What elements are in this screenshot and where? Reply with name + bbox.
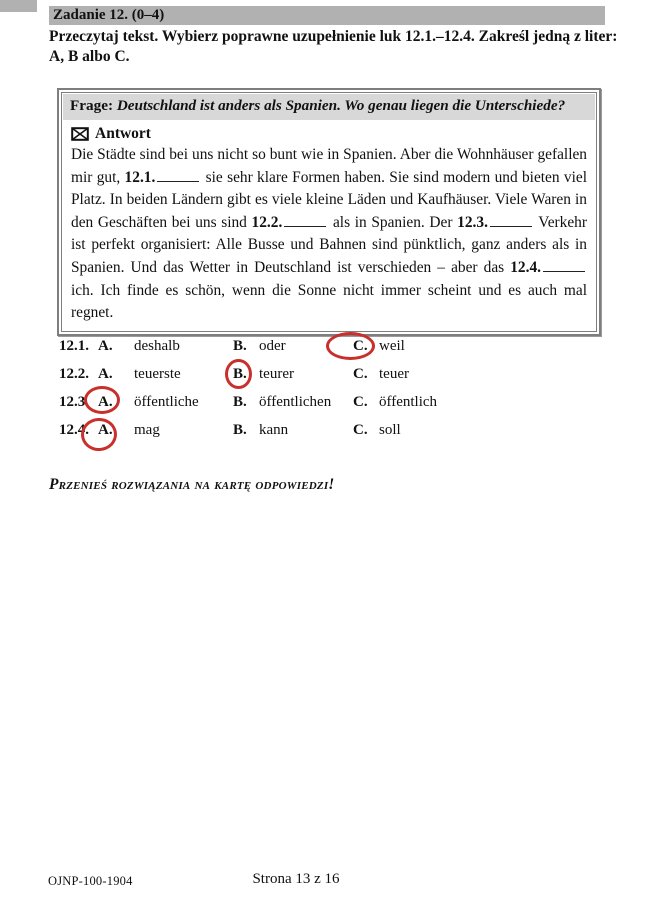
frage-box xyxy=(57,88,601,336)
choice-text: öffentlich xyxy=(379,393,438,410)
choice-text: teurer xyxy=(259,365,294,382)
option-row-number: 12.3. xyxy=(59,393,89,410)
frage-body xyxy=(62,121,596,331)
circled-answer-letter: C. xyxy=(353,337,368,354)
footer-page-number: Strona 13 z 16 xyxy=(252,871,340,887)
paragraph-text: als in Spanien. Der xyxy=(328,213,458,231)
choice-text: öffentliche xyxy=(134,393,199,410)
choice-text: teuerste xyxy=(134,365,181,382)
choice-text: öffentlichen xyxy=(259,393,332,410)
gap-blank xyxy=(543,258,585,272)
choice-letter-cell xyxy=(98,338,134,355)
antwort-line xyxy=(71,125,587,143)
choice-letter-cell xyxy=(353,394,379,411)
paragraph-text: Verkehr ist perfekt organisiert: Alle Busse und Bahnen sind pünktlich, ganz anders als in Spanien. Und das Wetter in Deutschland ist verschieden – aber das xyxy=(71,213,588,276)
gap-number: 12.4. xyxy=(510,258,541,276)
gap-number: 12.3. xyxy=(457,213,488,231)
answer-paragraph xyxy=(71,144,587,325)
choice-letter-cell xyxy=(98,394,134,411)
choice-letter: C. xyxy=(353,421,368,438)
option-row xyxy=(59,332,474,360)
choice-text: kann xyxy=(259,421,289,438)
choice-letter: B. xyxy=(233,421,247,438)
circled-answer-letter: A. xyxy=(98,393,113,410)
gap-blank xyxy=(490,213,532,227)
paragraph-text: ich. Ich finde es schön, wenn die Sonne nicht immer scheint und es auch mal regnet. xyxy=(71,281,587,322)
choice-letter-cell xyxy=(353,366,379,383)
choice-letter-cell xyxy=(98,366,134,383)
page-edge-strip xyxy=(0,0,37,12)
task-instructions-line2: A, B albo C. xyxy=(49,47,130,65)
option-row xyxy=(59,388,474,416)
choice-text: weil xyxy=(379,337,405,354)
choice-letter: C. xyxy=(353,365,368,382)
gap-number: 12.2. xyxy=(251,213,283,231)
choice-letter: B. xyxy=(233,337,247,354)
choice-text: mag xyxy=(134,421,160,438)
choice-text: teuer xyxy=(379,365,409,382)
options-table xyxy=(59,332,474,444)
choice-letter: A. xyxy=(98,365,113,382)
task-header-bar xyxy=(49,6,605,25)
antwort-label: Antwort xyxy=(95,125,151,142)
choice-text: deshalb xyxy=(134,337,180,354)
option-row-number: 12.1. xyxy=(59,337,89,354)
gap-blank xyxy=(157,168,199,182)
task-header-title: Zadanie 12. (0–4) xyxy=(53,7,165,23)
choice-letter-cell xyxy=(233,366,259,383)
choice-letter-cell xyxy=(353,338,379,355)
gap-number: 12.1. xyxy=(124,168,156,186)
transfer-note: Przenieś rozwiązania na kartę odpowiedzi! xyxy=(49,476,335,493)
paragraph-text: Die Städte sind bei uns nicht so bunt wie in Spanien. Aber die Wohnhäuser gefallen mir gut, xyxy=(71,146,587,186)
footer-document-code: OJNP-100-1904 xyxy=(48,874,133,888)
choice-text: oder xyxy=(259,337,286,354)
option-row xyxy=(59,360,474,388)
choice-letter: A. xyxy=(98,337,113,354)
option-row xyxy=(59,416,474,444)
choice-letter-cell xyxy=(353,422,379,439)
choice-letter-cell xyxy=(233,338,259,355)
task-instructions-line1: Przeczytaj tekst. Wybierz poprawne uzupełnienie luk 12.1.–12.4. Zakreśl jedną z liter: xyxy=(49,28,618,45)
choice-letter-cell xyxy=(233,394,259,411)
circled-answer-letter: A. xyxy=(98,421,113,438)
choice-letter-cell xyxy=(233,422,259,439)
choice-text: soll xyxy=(379,421,401,438)
choice-letter: C. xyxy=(353,393,368,410)
task-instructions xyxy=(49,27,633,66)
frage-box-inner-border xyxy=(61,92,597,332)
frage-question: Deutschland ist anders als Spanien. Wo genau liegen die Unterschiede? xyxy=(116,97,566,114)
gap-blank xyxy=(284,213,326,227)
choice-letter: B. xyxy=(233,393,247,410)
frage-header xyxy=(63,94,595,120)
frage-label: Frage: xyxy=(70,97,114,114)
option-row-number: 12.4. xyxy=(59,421,89,438)
option-row-number: 12.2. xyxy=(59,365,89,382)
choice-letter-cell xyxy=(98,422,134,439)
paragraph-text: sie sehr klare Formen haben. Sie sind modern und bieten viel Platz. In beiden Ländern gibt es viele kleine Läden und Kaufhäuser. Viele Waren in den Geschäften bei uns sind xyxy=(71,168,587,231)
circled-answer-letter: B. xyxy=(233,365,247,382)
envelope-icon xyxy=(71,127,89,141)
